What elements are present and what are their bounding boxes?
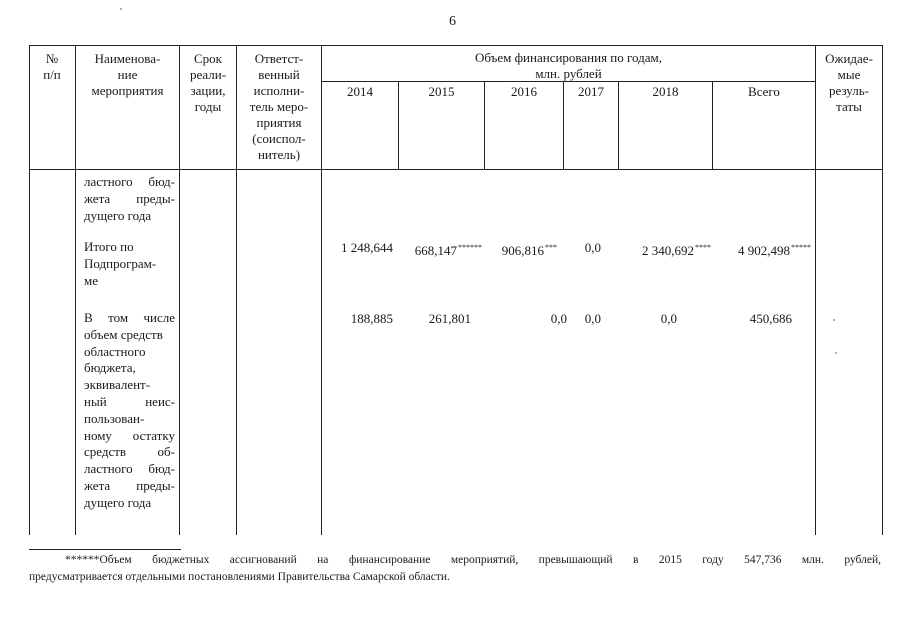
header-year-2014: 2014 (347, 84, 373, 99)
header-year-2015: 2015 (428, 84, 455, 99)
total-2017: 0,0 (584, 240, 601, 255)
total-2015: 668,147****** (414, 243, 482, 258)
table-border (29, 45, 883, 46)
including-2018: 0,0 (660, 311, 677, 326)
total-2018: 2 340,692**** (642, 243, 711, 258)
header-term: Срок реали- зации, годы (189, 51, 227, 114)
header-year-2017: 2017 (578, 84, 604, 99)
footnote-rule (29, 549, 181, 550)
row-name-including: В том числе объем средств областного бюджета, эквивалент- ный неис- пользован- ному остатку средств об- ластного бюд- жета преды- дущего года (84, 310, 175, 510)
total-sum: 4 902,498***** (738, 243, 811, 258)
table-border (29, 45, 30, 535)
scan-speck (833, 319, 835, 321)
including-2014: 188,885 (350, 311, 393, 326)
table-border (29, 169, 883, 170)
header-number: № п/п (43, 51, 61, 82)
header-name: Наименова- ние мероприятия (91, 51, 164, 98)
row-name-continuation: ластного бюд- жета преды- дущего года (84, 174, 175, 223)
header-responsible: Ответст- венный исполни- тель меро- приятия (соиспол- нитель) (249, 51, 309, 162)
total-2014: 1 248,644 (341, 240, 393, 255)
including-2017: 0,0 (584, 311, 601, 326)
including-2016: 0,0 (550, 311, 567, 326)
including-2015: 261,801 (428, 311, 471, 326)
row-name-total: Итого по Подпрограм- ме (84, 239, 157, 288)
including-sum: 450,686 (749, 311, 792, 326)
budget-table (29, 45, 883, 535)
header-results: Ожидае- мые резуль- таты (825, 51, 873, 114)
header-total: Всего (748, 84, 780, 99)
table-border (815, 45, 816, 535)
table-border (75, 45, 76, 535)
table-border (882, 45, 883, 535)
footnote: ******Объем бюджетных ассигнований на финансирование мероприятий, превышающий в 2015 году 547,736 млн. рублей, предусматривается отдельными постановлениями Правительства Самарской области. (29, 554, 881, 583)
header-funding: Объем финансирования по годам, млн. рублей (474, 50, 663, 81)
header-year-2016: 2016 (511, 84, 537, 99)
scan-speck (120, 8, 122, 10)
scan-speck (835, 352, 837, 354)
header-year-2018: 2018 (652, 84, 679, 99)
table-border (179, 45, 180, 535)
page-number: 6 (449, 14, 456, 29)
table-border (321, 45, 322, 535)
total-2016: 906,816*** (501, 243, 557, 258)
